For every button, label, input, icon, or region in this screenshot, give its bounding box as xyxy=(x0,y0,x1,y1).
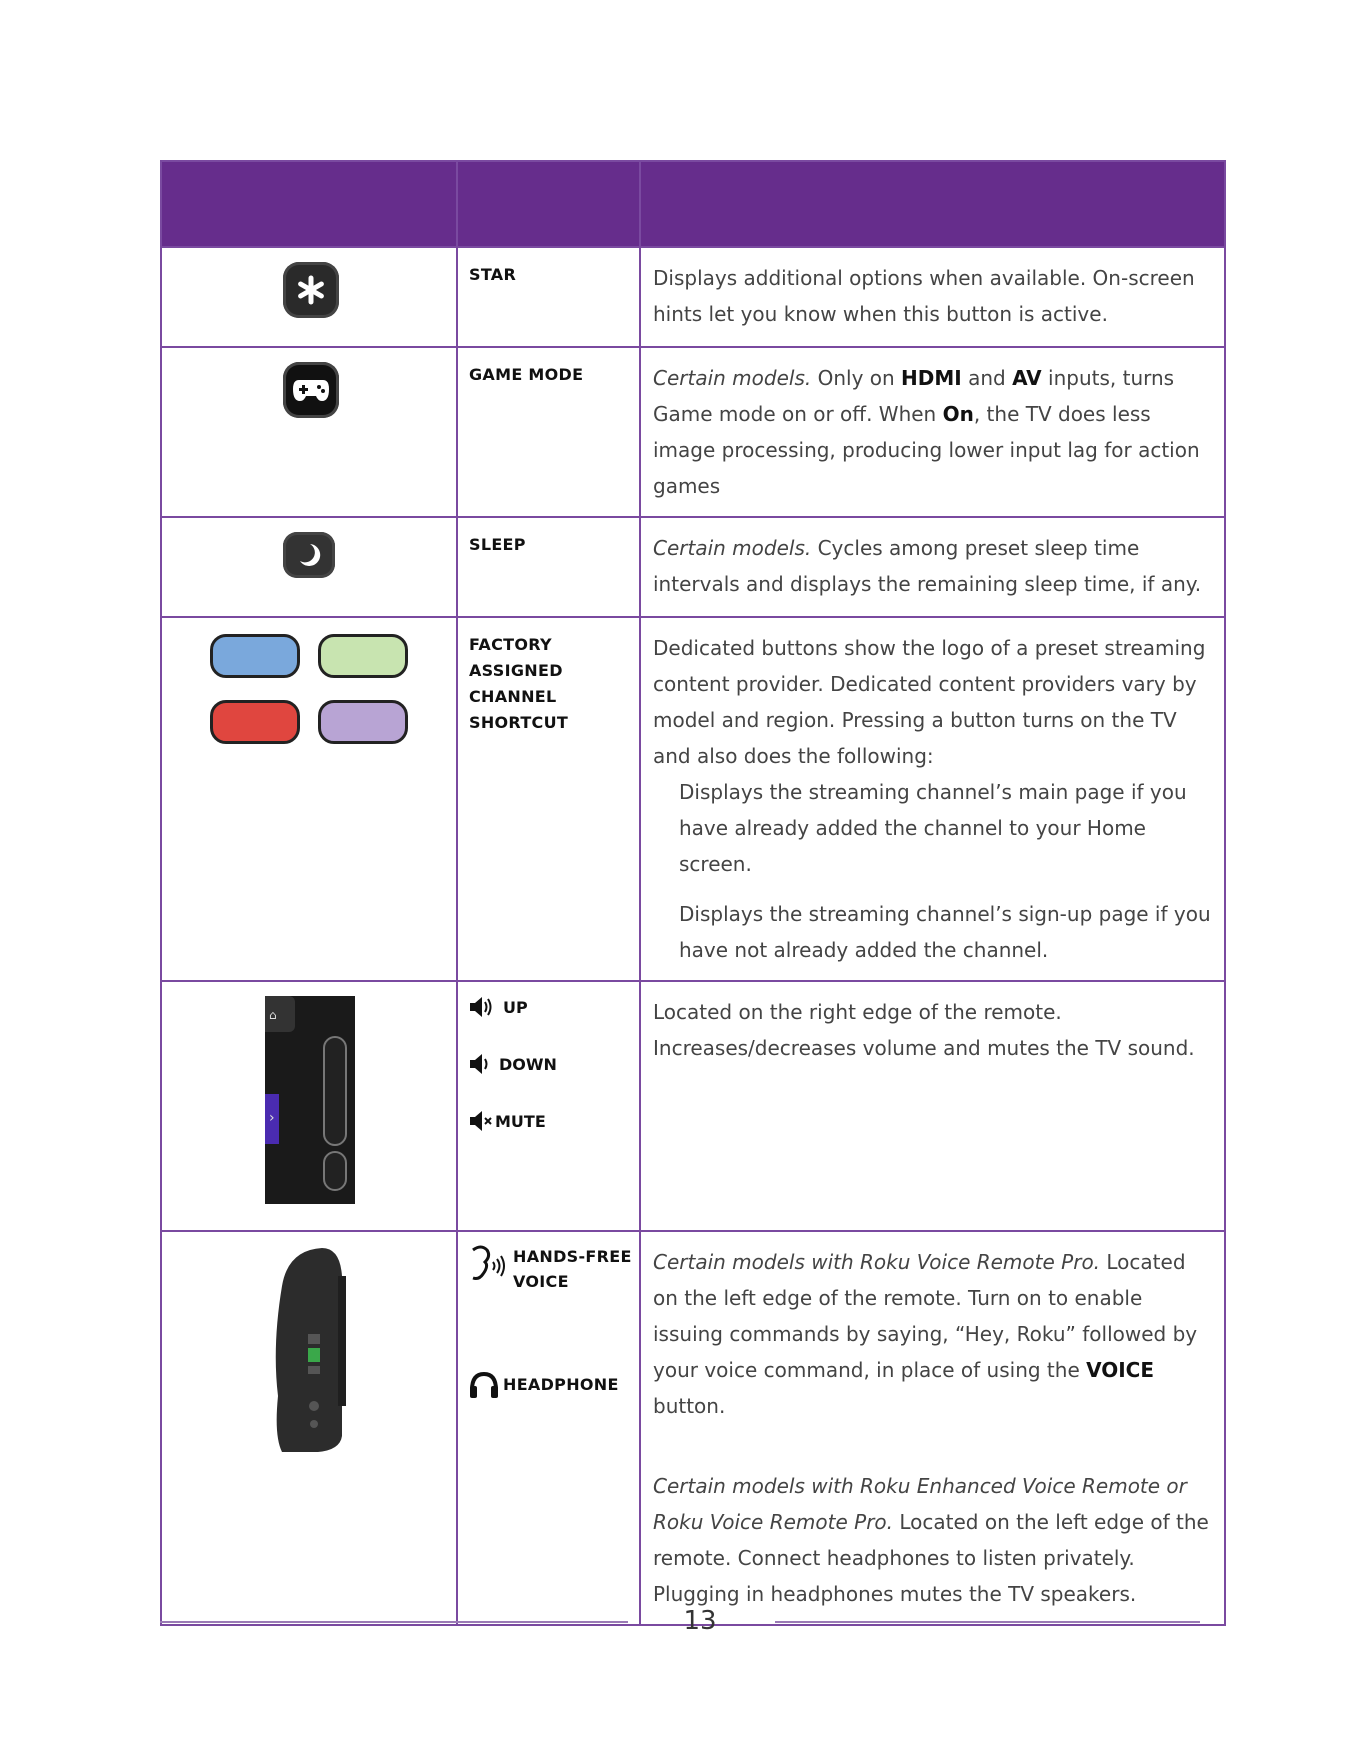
table-header-row xyxy=(161,161,1225,247)
sleep-image-cell xyxy=(161,517,457,617)
hands-free-desc xyxy=(641,1232,1224,1624)
channel-shortcut-name-cell xyxy=(457,617,640,981)
game-mode-name-cell: GAME MODE xyxy=(457,347,640,517)
channel-shortcut-image-cell xyxy=(161,617,457,981)
gamepad-button-icon xyxy=(283,362,339,418)
table-row-sleep xyxy=(161,517,1225,617)
headphone-label-row: HEADPHONE xyxy=(469,1372,639,1398)
table-row-hands-free-headphone xyxy=(161,1231,1225,1625)
table-row-game-mode xyxy=(161,347,1225,517)
red-shortcut-button-icon xyxy=(210,700,300,744)
volume-image-cell xyxy=(161,981,457,1231)
volume-up-icon xyxy=(469,996,495,1018)
bullet-item: Displays the streaming channel’s main page if you have already added the channel to your Home screen. xyxy=(679,780,1187,876)
hands-free-voice-desc: Certain models with Roku Voice Remote Pro. Located on the left edge of the remote. Turn on to enable issuing commands by saying, “Hey, Roku” followed by your voice command, in place of using the VOICE button. xyxy=(653,1250,1198,1418)
volume-desc-cell xyxy=(640,981,1225,1231)
star-button-icon xyxy=(283,262,339,318)
mute-label-row: MUTE xyxy=(469,1110,639,1132)
footer-line-right xyxy=(775,1621,1200,1623)
volume-down-label-row: DOWN xyxy=(469,1053,639,1075)
volume-buttons-remote-icon: ⌂ › xyxy=(265,996,355,1204)
volume-down-icon xyxy=(469,1053,491,1075)
table-row-channel-shortcut xyxy=(161,617,1225,981)
footer-line-left xyxy=(160,1621,628,1623)
purple-shortcut-button-icon xyxy=(318,700,408,744)
remote-left-edge-icon xyxy=(268,1246,348,1454)
headphone-desc: Certain models with Roku Enhanced Voice Remote or Roku Voice Remote Pro. Located on the left edge of the remote. Connect headphones to listen privately. Plugging in headphones mutes the TV speakers. xyxy=(653,1474,1209,1606)
game-mode-desc: Certain models. Only on HDMI and AV inputs, turns Game mode on or off. When On, the TV does less image processing, producing lower input lag for action games xyxy=(653,366,1200,498)
volume-desc: Located on the right edge of the remote. Increases/decreases volume and mutes the TV sound. xyxy=(653,1000,1195,1060)
star-image-cell xyxy=(161,247,457,347)
channel-shortcut-desc-cell xyxy=(640,617,1225,981)
hands-free-name-cell xyxy=(457,1231,640,1625)
moon-button-icon xyxy=(283,532,335,578)
blue-shortcut-button-icon xyxy=(210,634,300,678)
hands-free-voice-icon xyxy=(469,1244,509,1286)
table-row-star xyxy=(161,247,1225,347)
header-cell-image xyxy=(161,161,457,247)
header-cell-function xyxy=(640,161,1225,247)
volume-name-cell xyxy=(457,981,640,1231)
hands-free-image-cell xyxy=(161,1231,457,1625)
channel-shortcut-desc: Dedicated buttons show the logo of a preset streaming content provider. Dedicated content providers vary by model and region. Pressing a button turns on the TV and also does the following: Displays the streaming channel’s main page if you have already added the channel to your Home screen. Displays the streaming channel’s sign-up page if you have not already added the channel. xyxy=(641,618,1224,980)
headphone-icon xyxy=(469,1372,499,1398)
table-row-volume xyxy=(161,981,1225,1231)
mute-icon xyxy=(469,1110,493,1132)
game-mode-desc-cell xyxy=(640,347,1225,517)
header-cell-button xyxy=(457,161,640,247)
sleep-desc-cell xyxy=(640,517,1225,617)
channel-shortcut-name: FACTORY ASSIGNED CHANNEL SHORTCUT xyxy=(469,635,569,732)
volume-up-label-row: UP xyxy=(469,996,639,1018)
remote-buttons-table xyxy=(160,160,1226,1626)
star-name-cell: STAR xyxy=(457,247,640,347)
hands-free-voice-label-row: HANDS-FREE VOICE xyxy=(469,1244,639,1294)
sleep-name-cell: SLEEP xyxy=(457,517,640,617)
bullet-item: Displays the streaming channel’s sign-up page if you have not already added the channel. xyxy=(679,902,1211,962)
hands-free-desc-cell xyxy=(640,1231,1225,1625)
game-mode-image-cell xyxy=(161,347,457,517)
green-shortcut-button-icon xyxy=(318,634,408,678)
star-desc-cell: Displays additional options when available. On-screen hints let you know when this button is active. xyxy=(640,247,1225,347)
sleep-desc: Certain models. Cycles among preset sleep time intervals and displays the remaining sleep time, if any. xyxy=(653,536,1202,596)
page-number: 13 xyxy=(683,1606,717,1636)
